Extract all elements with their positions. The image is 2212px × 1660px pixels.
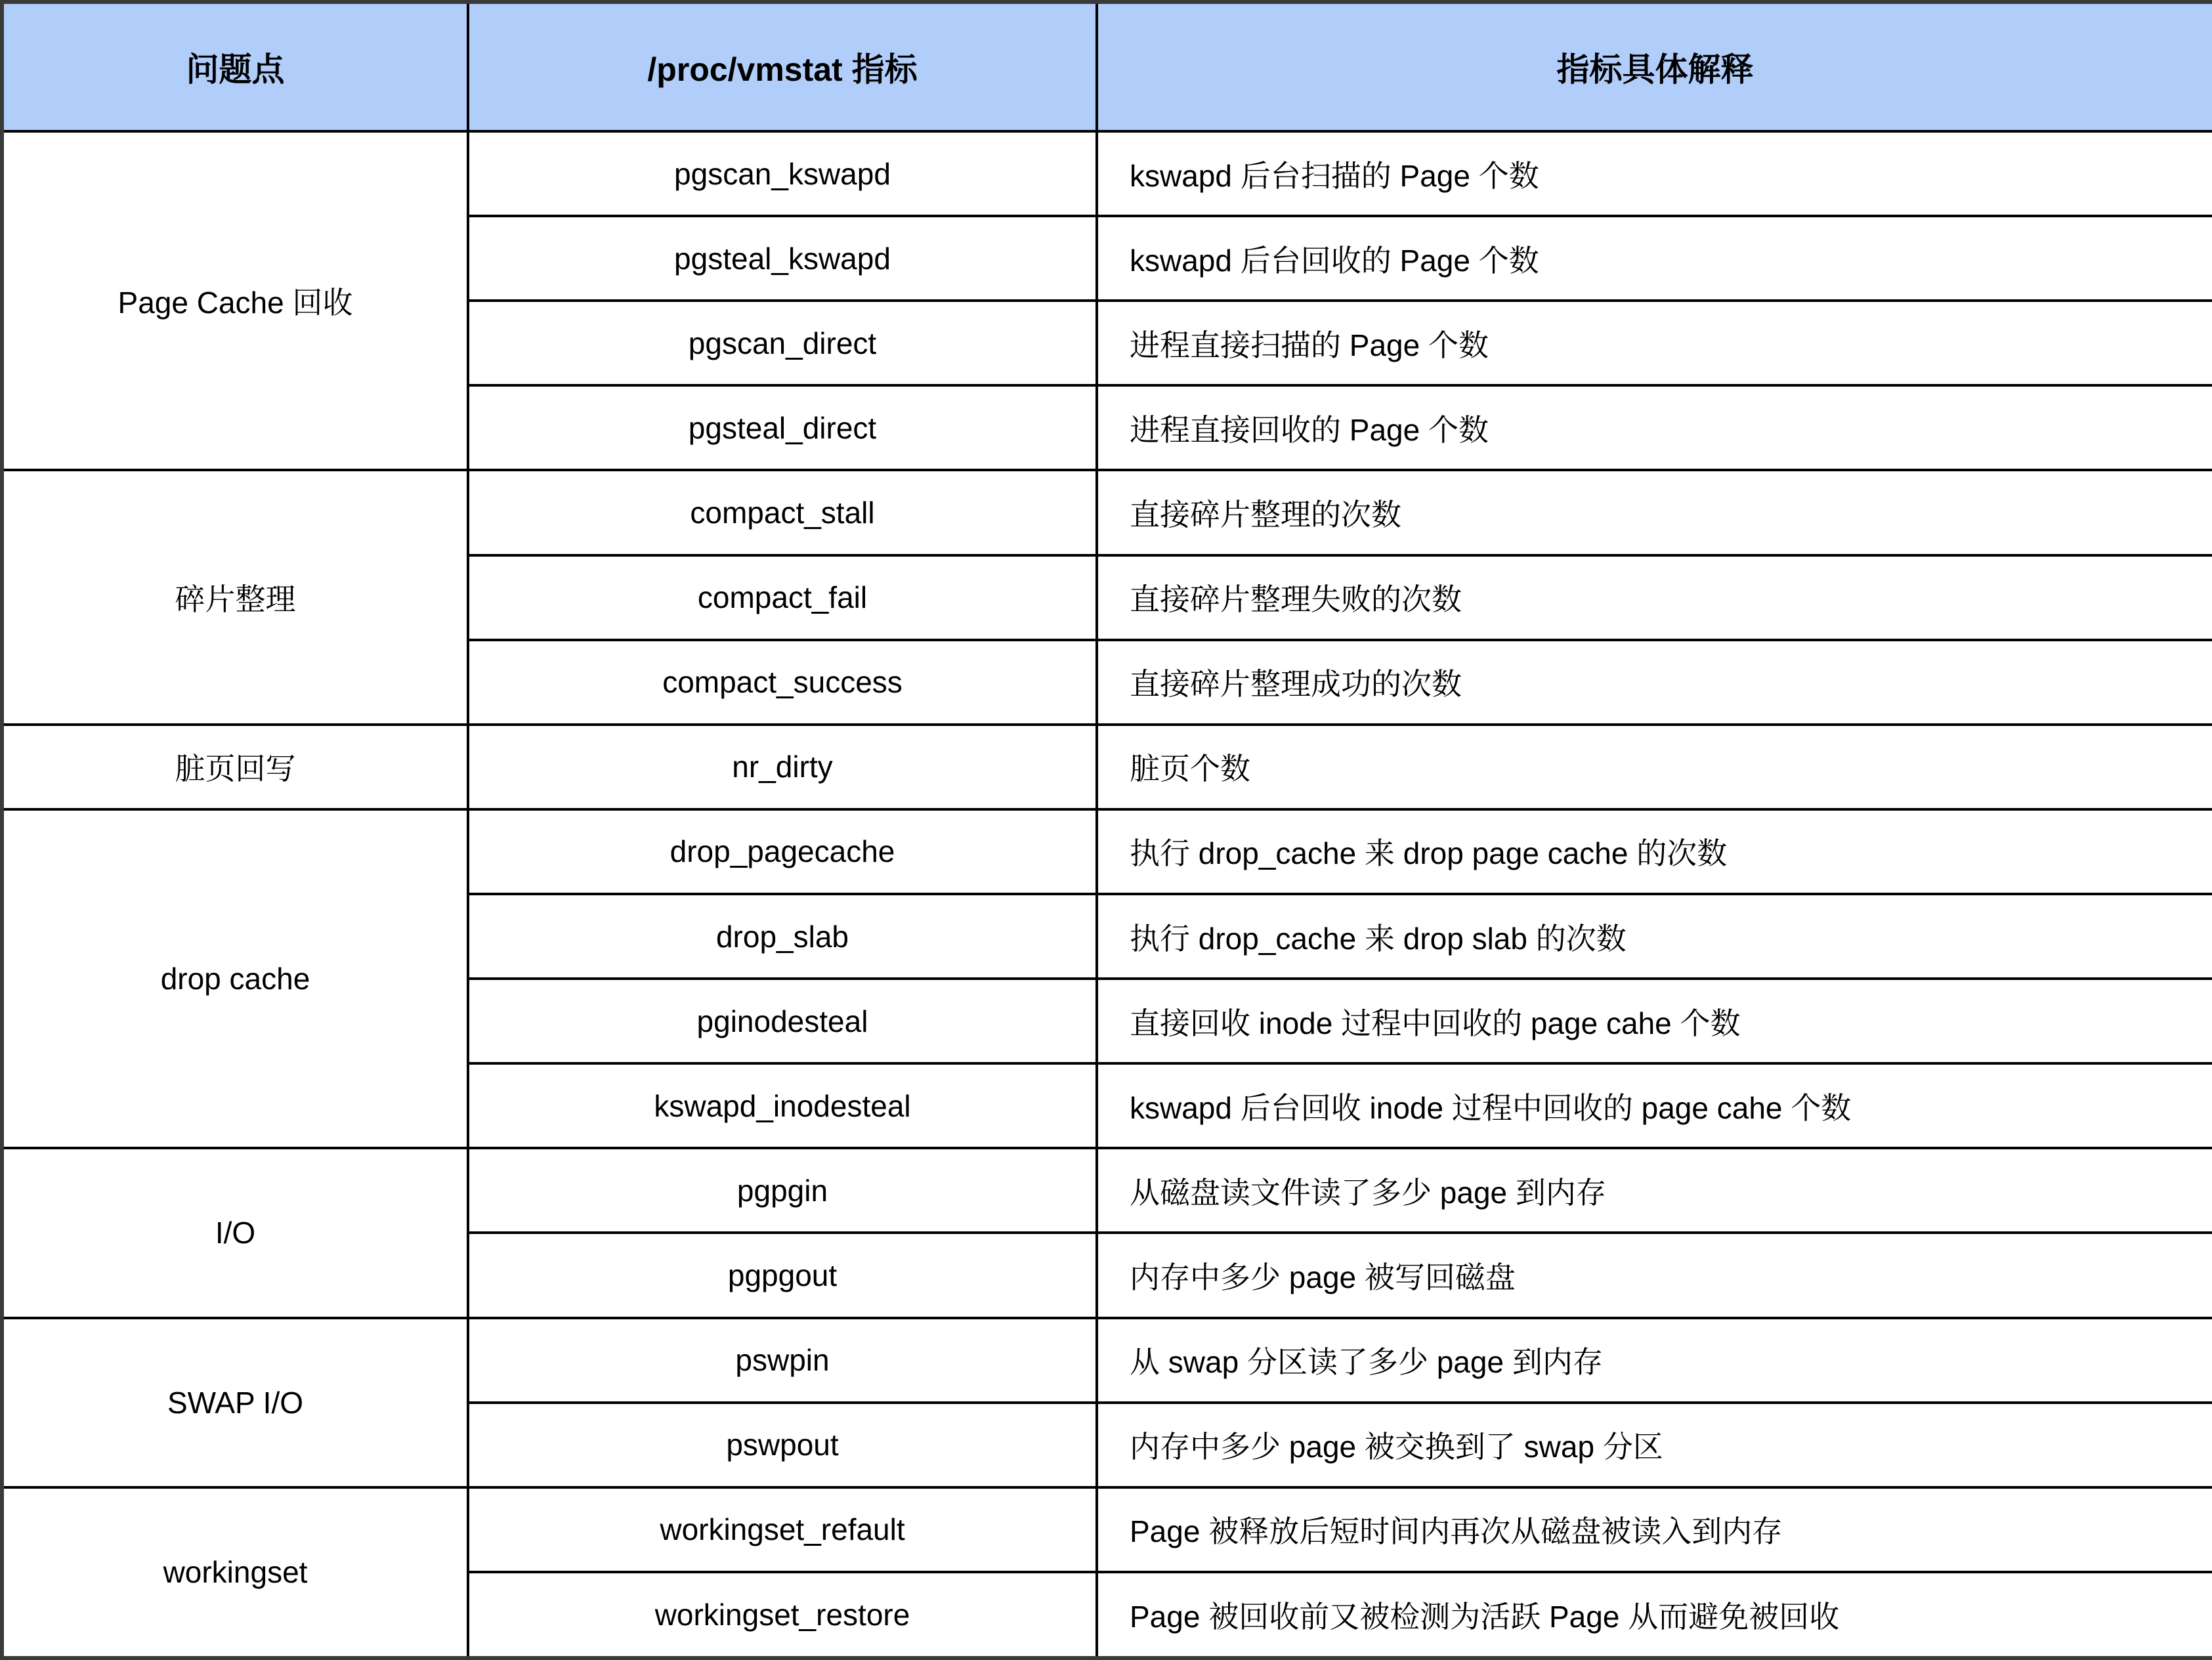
explanation-cell: 内存中多少 page 被交换到了 swap 分区 xyxy=(1097,1403,2212,1487)
metric-cell: workingset_restore xyxy=(468,1572,1097,1658)
metric-cell: nr_dirty xyxy=(468,725,1097,809)
metric-cell: compact_success xyxy=(468,640,1097,725)
metric-cell: pswpin xyxy=(468,1318,1097,1403)
column-header-problem: 问题点 xyxy=(2,2,468,131)
column-header-explanation: 指标具体解释 xyxy=(1097,2,2212,131)
metric-cell: compact_stall xyxy=(468,470,1097,555)
header-row xyxy=(2,2,2212,131)
explanation-cell: kswapd 后台回收的 Page 个数 xyxy=(1097,216,2212,301)
explanation-cell: 进程直接扫描的 Page 个数 xyxy=(1097,301,2212,385)
explanation-cell: kswapd 后台回收 inode 过程中回收的 page cahe 个数 xyxy=(1097,1063,2212,1148)
metric-cell: pgsteal_direct xyxy=(468,385,1097,470)
table-row xyxy=(2,1148,2212,1233)
explanation-cell: 从磁盘读文件读了多少 page 到内存 xyxy=(1097,1148,2212,1233)
metric-cell: pswpout xyxy=(468,1403,1097,1487)
explanation-cell: Page 被回收前又被检测为活跃 Page 从而避免被回收 xyxy=(1097,1572,2212,1658)
table-row xyxy=(2,470,2212,555)
metric-cell: pgpgout xyxy=(468,1233,1097,1317)
explanation-cell: 执行 drop_cache 来 drop page cache 的次数 xyxy=(1097,809,2212,894)
metric-cell: pgpgin xyxy=(468,1148,1097,1233)
metric-cell: pginodesteal xyxy=(468,979,1097,1063)
category-cell: drop cache xyxy=(2,809,468,1148)
category-cell: SWAP I/O xyxy=(2,1318,468,1487)
metric-cell: drop_pagecache xyxy=(468,809,1097,894)
metric-cell: pgscan_direct xyxy=(468,301,1097,385)
explanation-cell: 内存中多少 page 被写回磁盘 xyxy=(1097,1233,2212,1317)
table-row xyxy=(2,809,2212,894)
category-cell: 碎片整理 xyxy=(2,470,468,724)
explanation-cell: 直接碎片整理的次数 xyxy=(1097,470,2212,555)
table-row xyxy=(2,725,2212,809)
metric-cell: compact_fail xyxy=(468,555,1097,640)
category-cell: workingset xyxy=(2,1487,468,1658)
explanation-cell: 脏页个数 xyxy=(1097,725,2212,809)
table-row xyxy=(2,131,2212,216)
metric-cell: pgsteal_kswapd xyxy=(468,216,1097,301)
explanation-cell: 直接回收 inode 过程中回收的 page cahe 个数 xyxy=(1097,979,2212,1063)
explanation-cell: 从 swap 分区读了多少 page 到内存 xyxy=(1097,1318,2212,1403)
explanation-cell: 进程直接回收的 Page 个数 xyxy=(1097,385,2212,470)
table-header xyxy=(2,2,2212,131)
explanation-cell: kswapd 后台扫描的 Page 个数 xyxy=(1097,131,2212,216)
category-cell: I/O xyxy=(2,1148,468,1317)
table-row xyxy=(2,1487,2212,1572)
category-cell: Page Cache 回收 xyxy=(2,131,468,470)
table-body xyxy=(2,131,2212,1658)
column-header-metric: /proc/vmstat 指标 xyxy=(468,2,1097,131)
metric-cell: workingset_refault xyxy=(468,1487,1097,1572)
metric-cell: pgscan_kswapd xyxy=(468,131,1097,216)
table-row xyxy=(2,1318,2212,1403)
metric-cell: drop_slab xyxy=(468,894,1097,979)
explanation-cell: 执行 drop_cache 来 drop slab 的次数 xyxy=(1097,894,2212,979)
explanation-cell: 直接碎片整理成功的次数 xyxy=(1097,640,2212,725)
explanation-cell: Page 被释放后短时间内再次从磁盘被读入到内存 xyxy=(1097,1487,2212,1572)
category-cell: 脏页回写 xyxy=(2,725,468,809)
metric-cell: kswapd_inodesteal xyxy=(468,1063,1097,1148)
explanation-cell: 直接碎片整理失败的次数 xyxy=(1097,555,2212,640)
